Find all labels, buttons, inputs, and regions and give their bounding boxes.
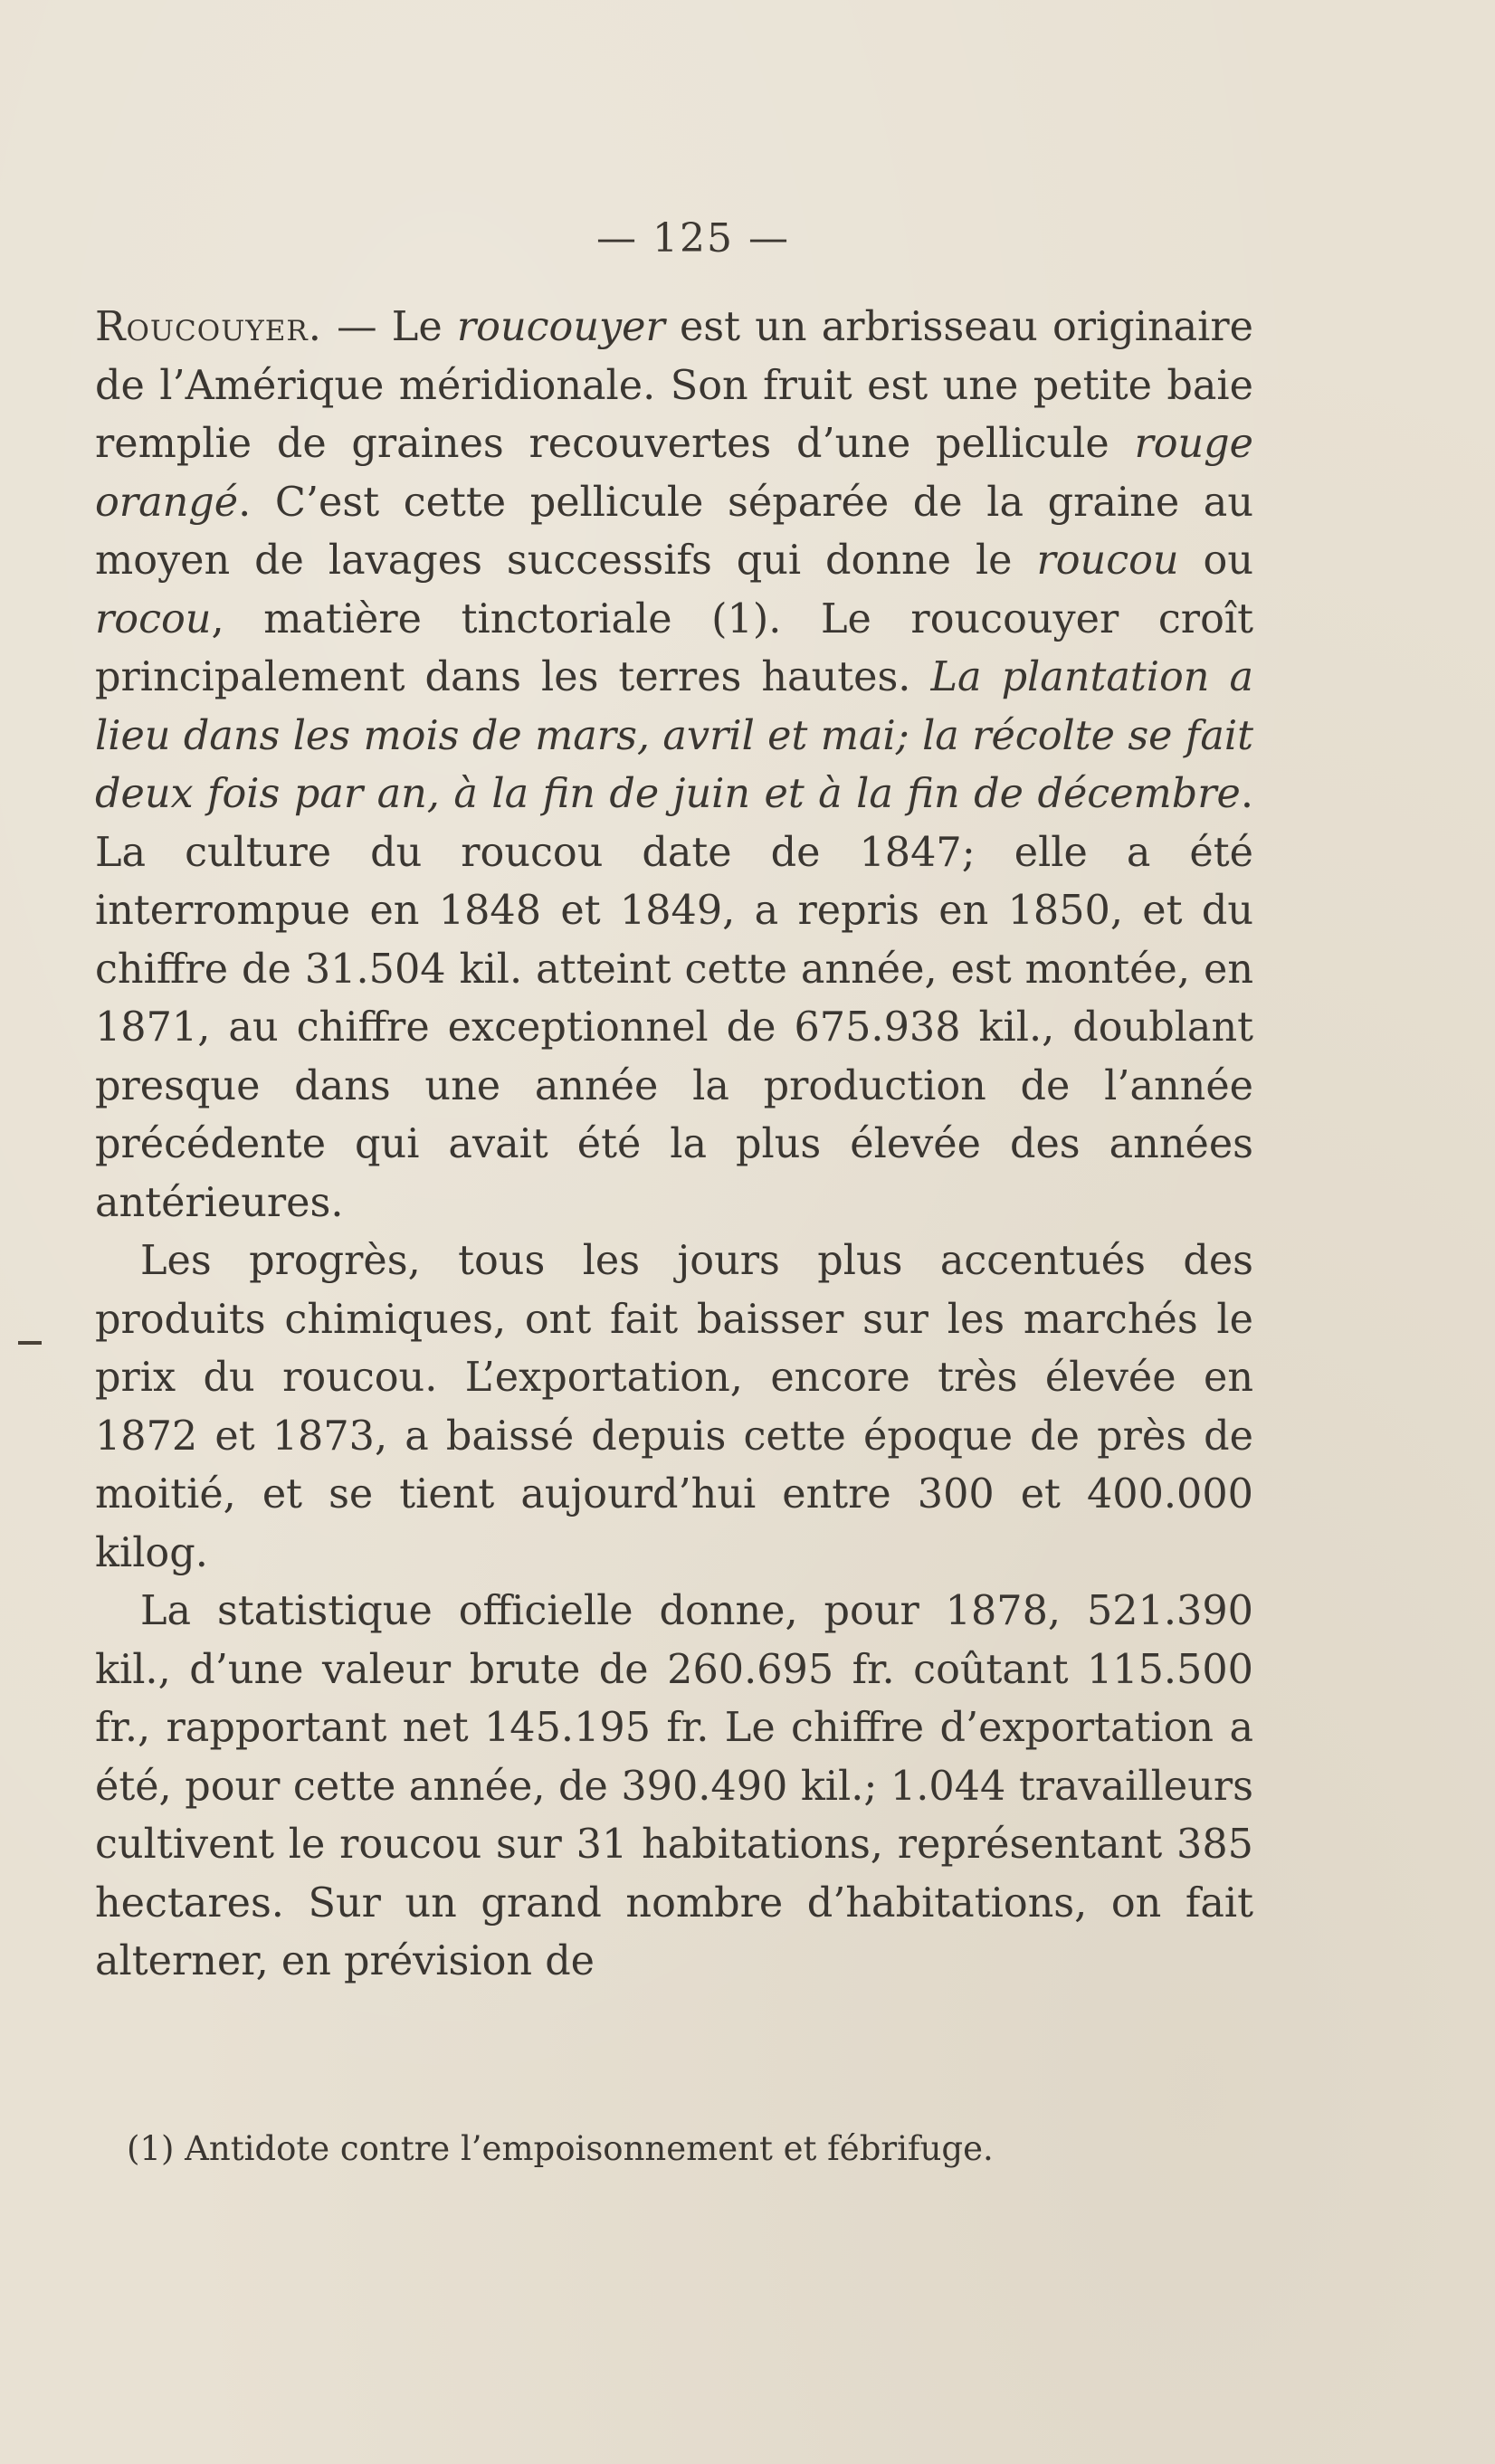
text-run: ou	[1178, 538, 1253, 584]
paragraph-statistique: La statistique officielle donne, pour 1878, 521.390 kil., d’une valeur brute de 260.695 fr. coûtant 115.500 fr., rapportant net 145.195 fr. Le chiffre d’exportation a été, pour cette année, de 390.490 kil.; 1.044 travailleurs cultivent le roucou sur 31 habitations, représentant 385 hectares. Sur un grand nombre d’habitations, on fait alterner, en prévision de	[95, 1588, 1253, 1984]
text-run: . La culture du roucou date de 1847; elle a été interrompue en 1848 et 1849, a repris en 1850, et du chiffre de 31.504 kil. atteint cette année, est montée, en 1871, au chiffre exceptionnel de 675.938 kil., doublant presque dans une année la production de l’année précédente qui avait été la plus élevée des années antérieures.	[95, 771, 1253, 1226]
text-run: — Le	[321, 304, 457, 350]
italic-term: roucou	[1036, 538, 1179, 584]
paragraph-progres: Les progrès, tous les jours plus accentués des produits chimiques, ont fait baisser sur les marchés le prix du roucou. L’exportation, encore très élevée en 1872 et 1873, a baissé depuis cette époque de près de moitié, et se tient aujourd’hui entre 300 et 400.000 kilog.	[95, 1238, 1253, 1576]
entry-heading: Roucouyer.	[95, 304, 322, 350]
italic-term: rocou	[95, 595, 212, 642]
body-text	[95, 299, 1253, 1992]
page-number: — 125 —	[596, 215, 790, 262]
italic-passage: La plantation a lieu dans les mois de mars, avril et mai; la récolte se fait deux fois par an, à la fin de juin et à la fin de décembre	[95, 654, 1254, 817]
italic-term: roucouyer	[456, 304, 665, 350]
margin-mark	[18, 1341, 42, 1345]
text-run: , matière tinctoriale (1). Le roucouyer croît principalement dans les terres hautes.	[95, 595, 1253, 700]
footnote: (1) Antidote contre l’empoisonnement et fébrifuge.	[127, 2129, 994, 2168]
italic-term: rouge orangé	[95, 421, 1253, 526]
text-run: est un arbrisseau originaire de l’Amérique méridionale. Son fruit est une petite baie remplie de graines recouvertes d’une pellicule	[95, 304, 1253, 467]
text-run: . C’est cette pellicule séparée de la graine au moyen de lavages successifs qui donne le	[95, 479, 1253, 584]
paragraph-roucouyer	[95, 299, 1253, 1232]
